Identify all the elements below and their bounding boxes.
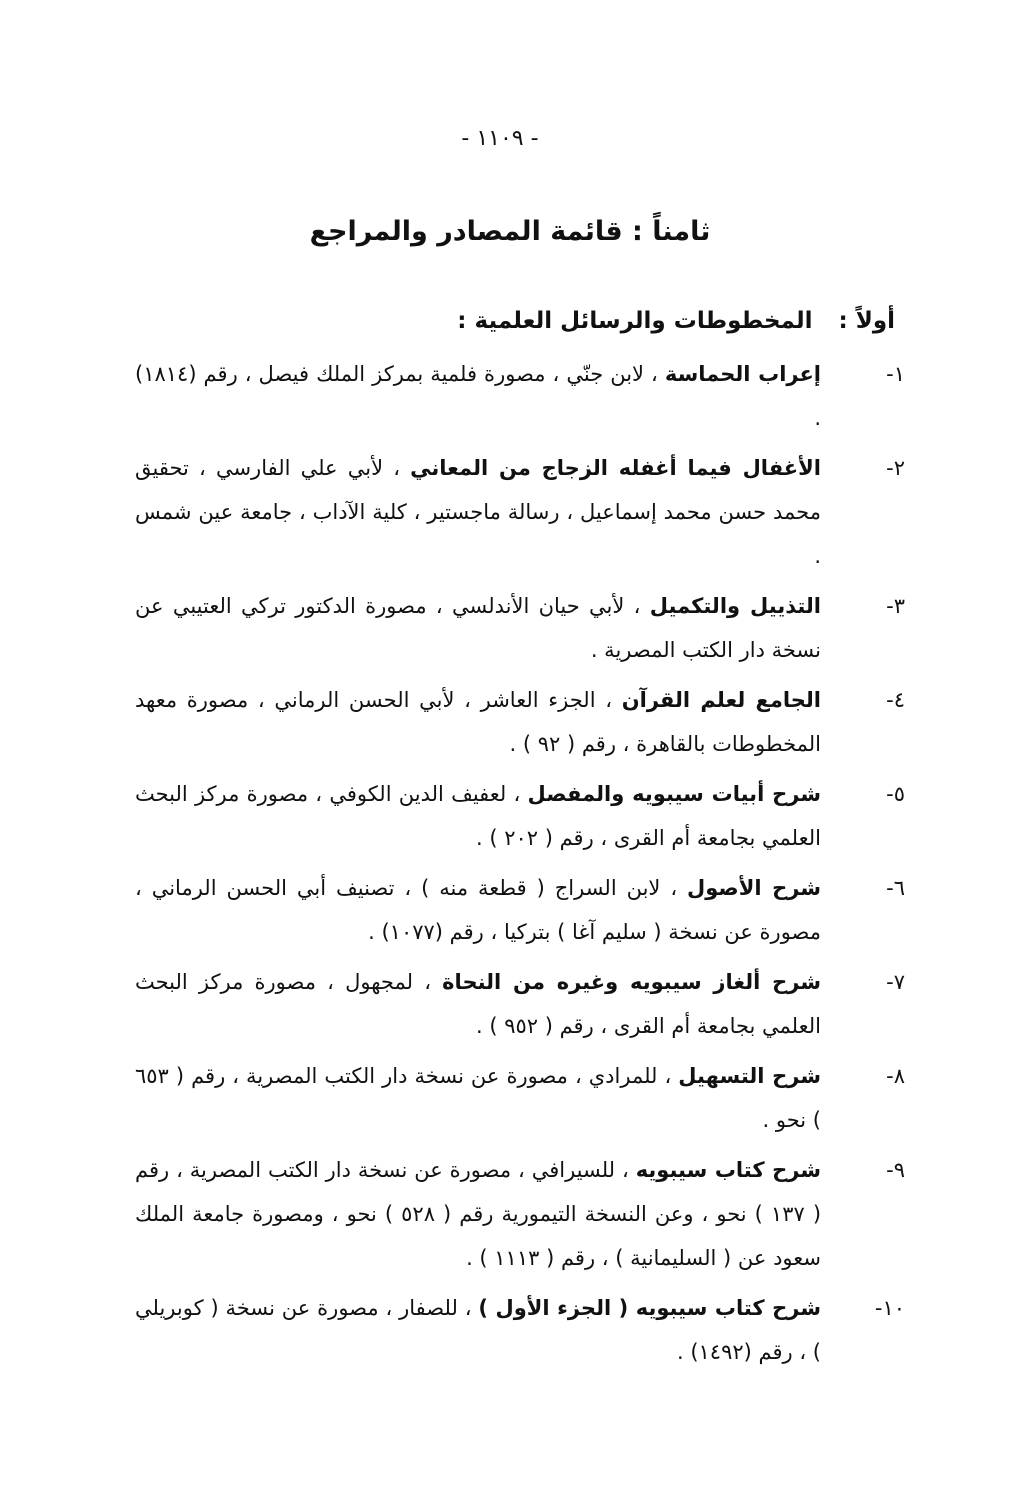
entry-text: ، لعفيف الدين الكوفي ، مصورة مركز البحث العلمي بجامعة أم القرى ، رقم ( ٢٠٢ ) . [135,782,821,850]
reference-entry [135,678,905,766]
entry-text: ، لأبي علي الفارسي ، تحقيق محمد حسن محمد إسماعيل ، رسالة ماجستير ، كلية الآداب ، جامعة عين شمس . [135,456,821,568]
entry-title: شرح التسهيل [678,1064,821,1088]
subsection-label: أولاً : [838,308,895,334]
entry-number: ١- [886,362,905,386]
entry-number: ٩- [886,1158,905,1182]
entry-text: ، لابن السراج ( قطعة منه ) ، تصنيف أبي الحسن الرماني ، مصورة عن نسخة ( سليم آغا ) بتركيا ، رقم (١٠٧٧) . [135,876,821,944]
entry-title: شرح أبيات سيبويه والمفصل [527,782,821,806]
section-title: ثامناً : قائمة المصادر والمراجع [309,216,711,247]
entry-text: ، الجزء العاشر ، لأبي الحسن الرماني ، مصورة معهد المخطوطات بالقاهرة ، رقم ( ٩٢ ) . [135,688,821,756]
entry-title: الأغفال فيما أغفله الزجاج من المعاني [410,456,821,480]
entry-number: ٦- [886,876,905,900]
entry-text: ، لمجهول ، مصورة مركز البحث العلمي بجامعة أم القرى ، رقم ( ٩٥٢ ) . [135,970,821,1038]
reference-list [135,352,905,1380]
entry-number: ١٠- [874,1296,905,1320]
entry-text: ، للمرادي ، مصورة عن نسخة دار الكتب المصرية ، رقم ( ٦٥٣ ) نحو . [135,1064,821,1132]
entry-number: ٥- [886,782,905,806]
entry-text: ، لأبي حيان الأندلسي ، مصورة الدكتور تركي العتيبي عن نسخة دار الكتب المصرية . [135,594,821,662]
subsection-heading [457,308,895,334]
entry-text: ، للسيرافي ، مصورة عن نسخة دار الكتب المصرية ، رقم ( ١٣٧ ) نحو ، وعن النسخة التيمورية رقم ( ٥٢٨ ) نحو ، ومصورة جامعة الملك سعود عن ( السليمانية ) ، رقم ( ١١١٣ ) . [135,1158,822,1270]
entry-title: شرح كتاب سيبويه [635,1158,821,1182]
entry-number: ٣- [886,594,905,618]
entry-title: شرح ألغاز سيبويه وغيره من النحاة [442,970,821,994]
reference-entry [135,584,905,672]
reference-entry [135,1054,905,1142]
entry-number: ٧- [886,970,905,994]
entry-title: التذييل والتكميل [649,594,821,618]
reference-entry [135,1286,905,1374]
entry-title: شرح الأصول [687,876,821,900]
reference-entry [135,960,905,1048]
entry-number: ٨- [886,1064,905,1088]
subsection-title: المخطوطات والرسائل العلمية : [457,308,813,334]
entry-text: ، لابن جنّي ، مصورة فلمية بمركز الملك فيصل ، رقم (١٨١٤) . [135,362,821,430]
reference-entry [135,446,905,578]
entry-title: إعراب الحماسة [664,362,822,386]
entry-title: الجامع لعلم القرآن [621,688,821,712]
entry-text: ، للصفار ، مصورة عن نسخة ( كوبريلي ) ، رقم (١٤٩٢) . [135,1296,821,1364]
reference-entry [135,866,905,954]
reference-entry [135,352,905,440]
reference-entry [135,772,905,860]
reference-entry [135,1148,905,1280]
entry-title: شرح كتاب سيبويه ( الجزء الأول ) [478,1296,821,1320]
entry-number: ٤- [886,688,905,712]
page-number: - ١١٠٩ - [461,126,539,151]
entry-number: ٢- [886,456,905,480]
